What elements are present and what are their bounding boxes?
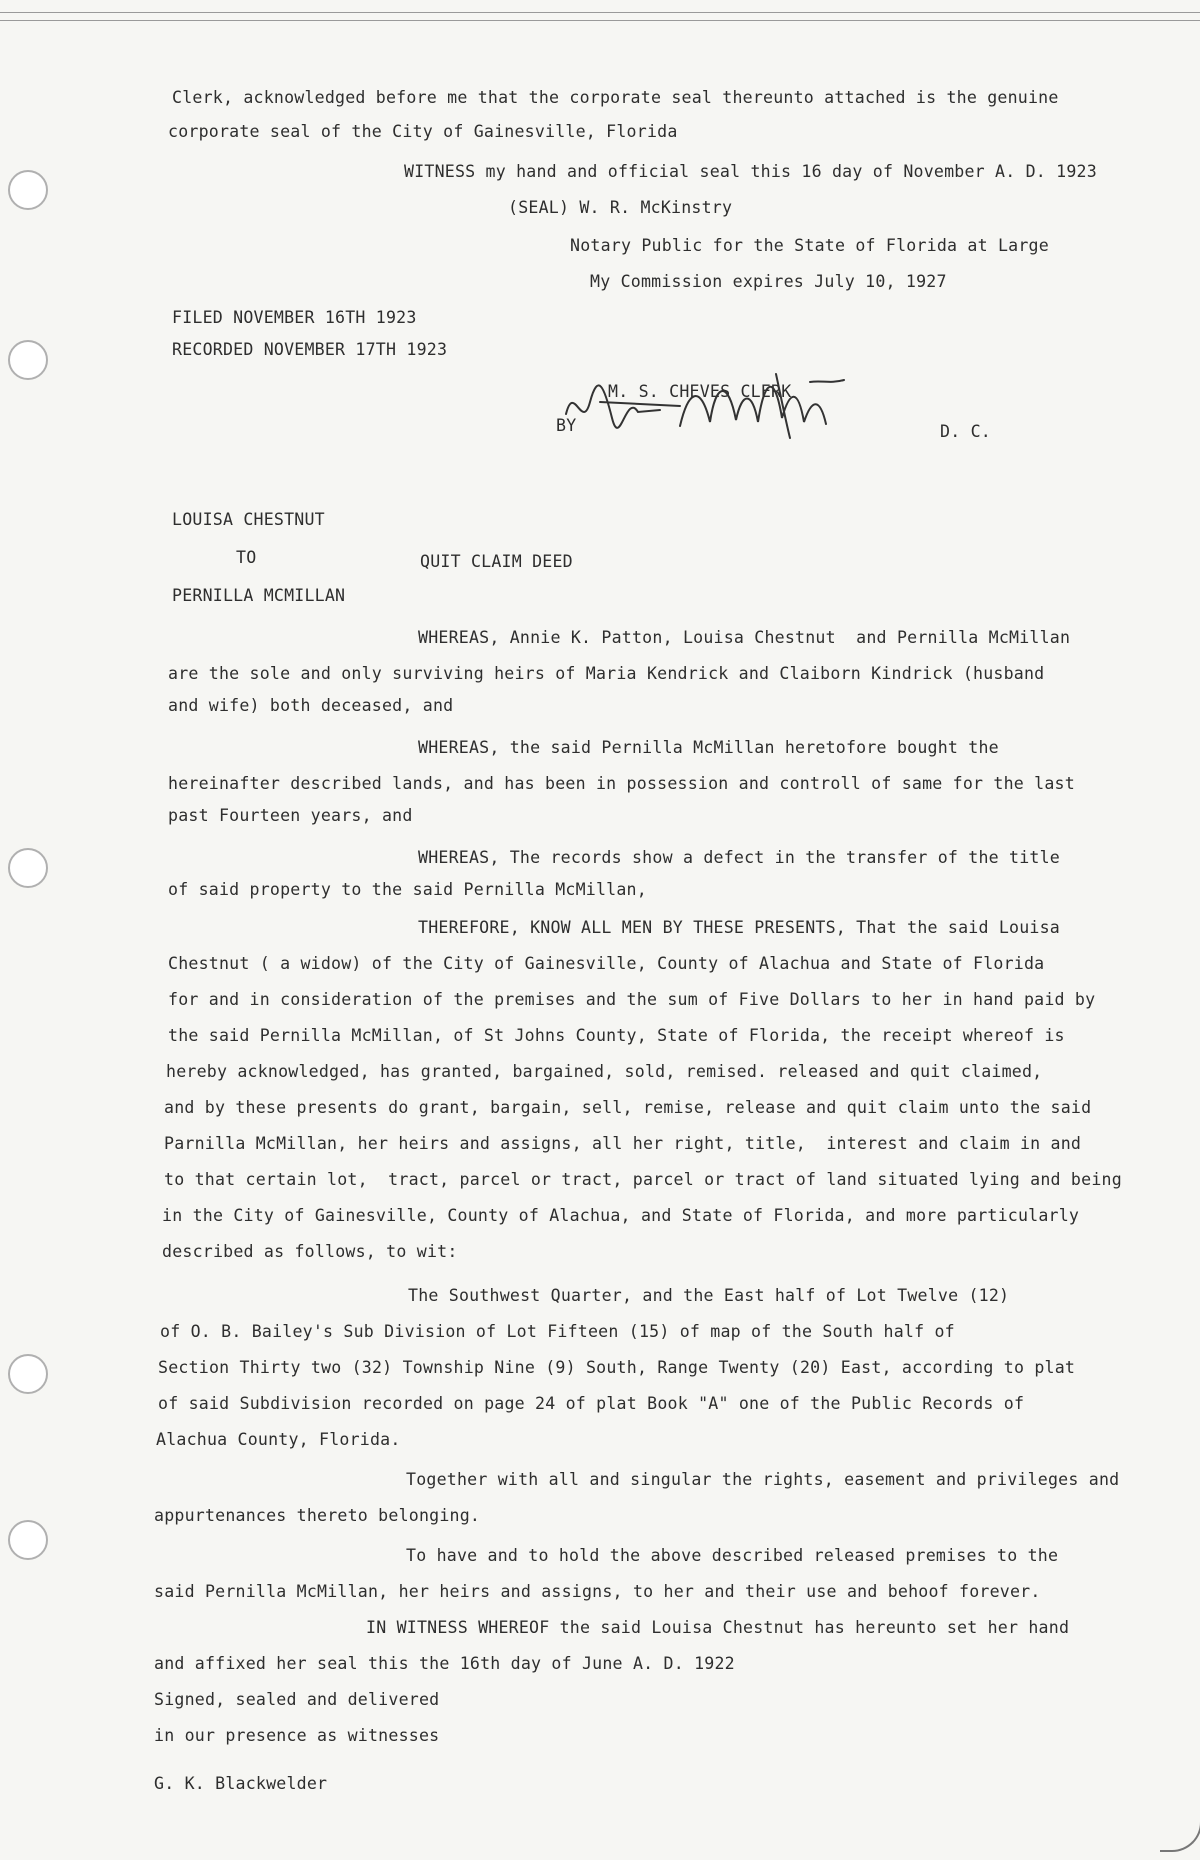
testimonium-line: IN WITNESS WHEREOF the said Louisa Chestnut has hereunto set her hand bbox=[366, 1618, 1070, 1637]
top-border-line bbox=[0, 20, 1200, 21]
to-label: TO bbox=[236, 548, 257, 567]
property-description-line: of O. B. Bailey's Sub Division of Lot Fifteen (15) of map of the South half of bbox=[160, 1322, 955, 1341]
filed-stamp: FILED NOVEMBER 16TH 1923 bbox=[172, 308, 417, 327]
top-border-line bbox=[0, 12, 1200, 13]
notary-witness-line: WITNESS my hand and official seal this 16 day of November A. D. 1923 bbox=[404, 162, 1097, 181]
binder-hole bbox=[8, 170, 48, 210]
property-description-line: Section Thirty two (32) Township Nine (9) South, Range Twenty (20) East, according to plat bbox=[158, 1358, 1076, 1377]
binder-hole bbox=[8, 848, 48, 888]
deed-body-line: described as follows, to wit: bbox=[162, 1242, 458, 1261]
deed-body-line: in the City of Gainesville, County of Alachua, and State of Florida, and more particularly bbox=[162, 1206, 1080, 1225]
deed-body-line: of said property to the said Pernilla McMillan, bbox=[168, 880, 647, 899]
binder-hole bbox=[8, 340, 48, 380]
binder-hole bbox=[8, 1520, 48, 1560]
notary-seal-name: (SEAL) W. R. McKinstry bbox=[508, 198, 733, 217]
witness-name: G. K. Blackwelder bbox=[154, 1774, 328, 1793]
by-label: BY bbox=[556, 416, 577, 435]
attestation-line: Signed, sealed and delivered bbox=[154, 1690, 440, 1709]
notary-line-1: Clerk, acknowledged before me that the corporate seal thereunto attached is the genuine bbox=[172, 88, 1059, 107]
deed-body-line: the said Pernilla McMillan, of St Johns County, State of Florida, the receipt whereof is bbox=[168, 1026, 1065, 1045]
deed-body-line: WHEREAS, The records show a defect in the transfer of the title bbox=[418, 848, 1060, 867]
deed-body-line: hereinafter described lands, and has been in possession and controll of same for the last bbox=[168, 774, 1075, 793]
clerk-signature bbox=[560, 362, 880, 444]
deed-body-line: Together with all and singular the rights, easement and privileges and bbox=[406, 1470, 1120, 1489]
grantee-name: PERNILLA MCMILLAN bbox=[172, 586, 346, 605]
page-corner bbox=[1160, 1770, 1200, 1852]
deed-body-line: THEREFORE, KNOW ALL MEN BY THESE PRESENTS, That the said Louisa bbox=[418, 918, 1060, 937]
notary-line-2: corporate seal of the City of Gainesville, Florida bbox=[168, 122, 678, 141]
deed-body-line: Parnilla McMillan, her heirs and assigns, all her right, title, interest and claim in and bbox=[164, 1134, 1082, 1153]
deed-type-heading: QUIT CLAIM DEED bbox=[420, 552, 573, 571]
notary-title: Notary Public for the State of Florida at Large bbox=[570, 236, 1049, 255]
notary-commission: My Commission expires July 10, 1927 bbox=[590, 272, 947, 291]
grantor-name: LOUISA CHESTNUT bbox=[172, 510, 325, 529]
property-description-line: Alachua County, Florida. bbox=[156, 1430, 401, 1449]
deputy-clerk-label: D. C. bbox=[940, 422, 991, 441]
deed-body-line: are the sole and only surviving heirs of Maria Kendrick and Claiborn Kindrick (husband bbox=[168, 664, 1045, 683]
deed-body-line: past Fourteen years, and bbox=[168, 806, 413, 825]
deed-body-line: hereby acknowledged, has granted, bargained, sold, remised. released and quit claimed, bbox=[166, 1062, 1043, 1081]
binder-hole bbox=[8, 1354, 48, 1394]
property-description-line: The Southwest Quarter, and the East half of Lot Twelve (12) bbox=[408, 1286, 1010, 1305]
recorded-stamp: RECORDED NOVEMBER 17TH 1923 bbox=[172, 340, 448, 359]
property-description-line: of said Subdivision recorded on page 24 of plat Book "A" one of the Public Records of bbox=[158, 1394, 1025, 1413]
testimonium-line: and affixed her seal this the 16th day of June A. D. 1922 bbox=[154, 1654, 735, 1673]
deed-body-line: appurtenances thereto belonging. bbox=[154, 1506, 481, 1525]
deed-body-line: WHEREAS, Annie K. Patton, Louisa Chestnut and Pernilla McMillan bbox=[418, 628, 1071, 647]
deed-body-line: for and in consideration of the premises and the sum of Five Dollars to her in hand paid by bbox=[168, 990, 1096, 1009]
clerk-line: M. S. CHEVES CLERK bbox=[608, 382, 792, 401]
deed-body-line: and by these presents do grant, bargain, sell, remise, release and quit claim unto the said bbox=[164, 1098, 1092, 1117]
deed-body-line: to that certain lot, tract, parcel or tract, parcel or tract of land situated lying and being bbox=[164, 1170, 1122, 1189]
attestation-line: in our presence as witnesses bbox=[154, 1726, 440, 1745]
deed-body-line: WHEREAS, the said Pernilla McMillan heretofore bought the bbox=[418, 738, 999, 757]
deed-body-line: and wife) both deceased, and bbox=[168, 696, 454, 715]
deed-body-line: Chestnut ( a widow) of the City of Gainesville, County of Alachua and State of Florida bbox=[168, 954, 1045, 973]
habendum-line: said Pernilla McMillan, her heirs and assigns, to her and their use and behoof forever. bbox=[154, 1582, 1041, 1601]
habendum-line: To have and to hold the above described released premises to the bbox=[406, 1546, 1059, 1565]
